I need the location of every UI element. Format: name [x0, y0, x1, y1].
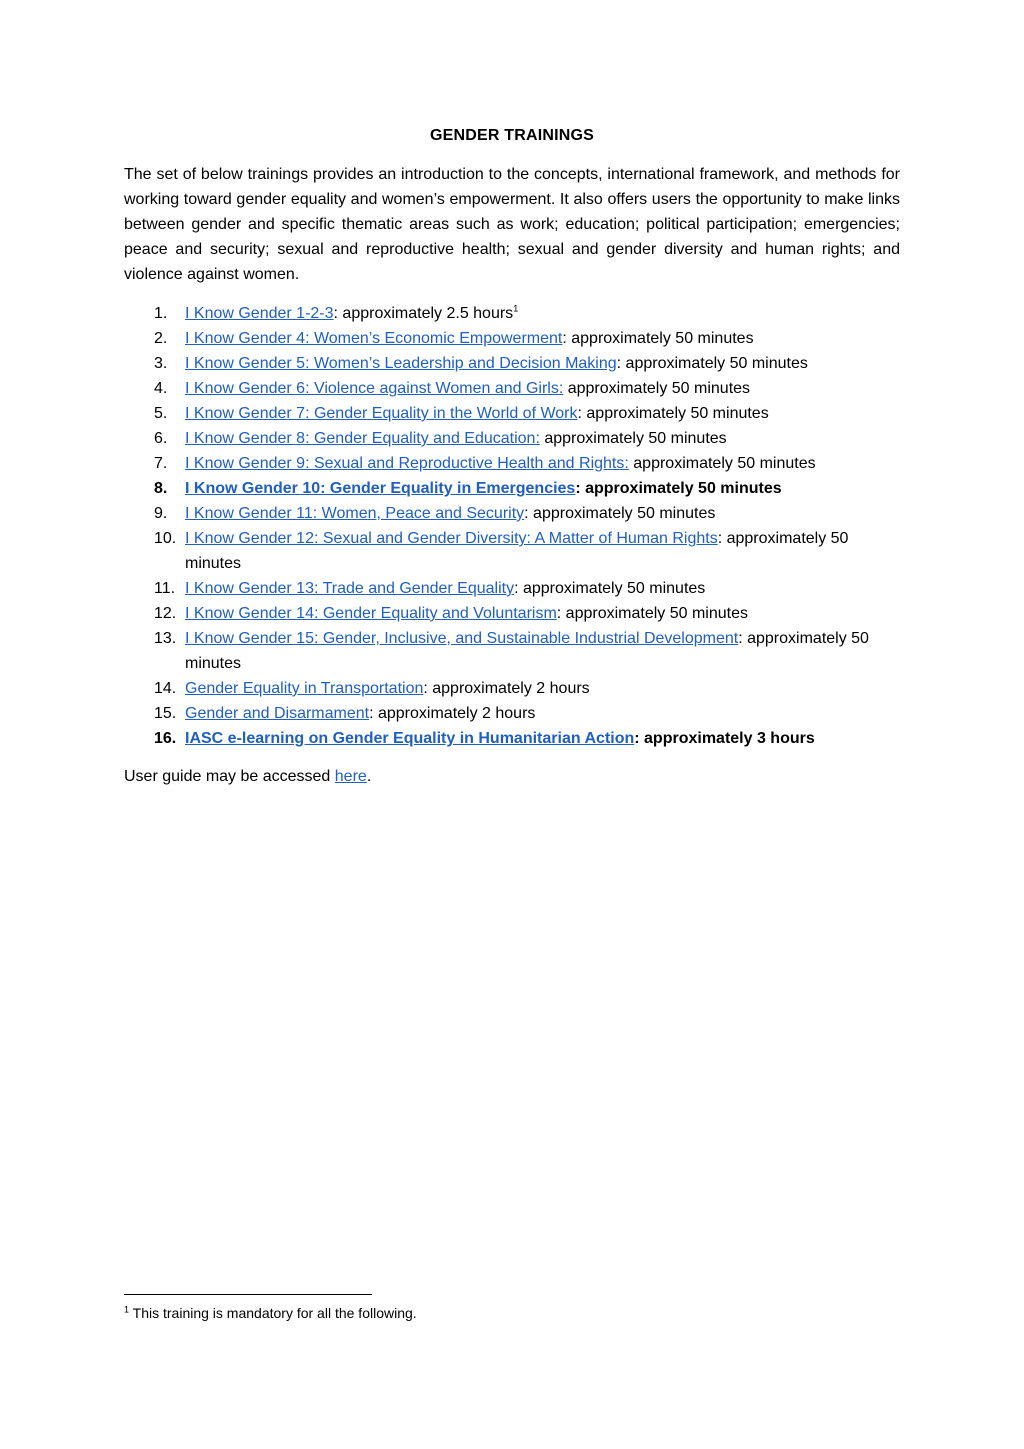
training-item [124, 726, 900, 751]
item-number: 1. [154, 305, 168, 322]
training-link[interactable]: I Know Gender 12: Sexual and Gender Diversity: A Matter of Human Rights [185, 530, 718, 547]
item-duration: approximately 50 minutes [565, 605, 748, 622]
item-number: 7. [154, 455, 168, 472]
intro-paragraph: The set of below trainings provides an introduction to the concepts, international framework, and methods for working toward gender equality and women’s empowerment. It also offers users the opportunity to make links between gender and specific thematic areas such as work; education; political participation; emergencies; peace and security; sexual and reproductive health; sexual and gender diversity and human rights; and violence against women. [124, 166, 900, 283]
training-item [124, 676, 900, 701]
item-separator: : [556, 605, 566, 622]
training-item [124, 476, 900, 501]
item-number: 5. [154, 405, 168, 422]
item-separator: : [333, 305, 343, 322]
footnote-reference[interactable]: 1 [513, 303, 519, 314]
training-link[interactable]: I Know Gender 7: Gender Equality in the World of Work [185, 405, 578, 422]
training-list [124, 301, 900, 751]
training-link[interactable]: I Know Gender 15: Gender, Inclusive, and Sustainable Industrial Development [185, 630, 739, 647]
training-item [124, 601, 900, 626]
item-duration: approximately 50 minutes [533, 505, 716, 522]
item-number: 14. [154, 680, 177, 697]
training-item [124, 701, 900, 726]
item-separator: : [634, 730, 645, 747]
page-title: GENDER TRAININGS [429, 127, 595, 144]
user-guide-prefix: User guide may be accessed [124, 768, 335, 785]
item-separator: : [717, 530, 727, 547]
training-link[interactable]: I Know Gender 4: Women’s Economic Empowerment [185, 330, 563, 347]
training-link[interactable]: I Know Gender 5: Women’s Leadership and Decision Making [185, 355, 617, 372]
item-duration: approximately 50 minutes [522, 580, 706, 597]
item-number: 9. [154, 505, 168, 522]
item-number: 10. [154, 530, 177, 547]
footnote [124, 1303, 417, 1323]
item-separator: : [524, 505, 534, 522]
item-duration: approximately 50 minutes [586, 405, 769, 422]
item-duration: approximately 2 hours [432, 680, 590, 697]
training-item [124, 501, 900, 526]
training-link[interactable]: I Know Gender 10: Gender Equality in Emergencies [185, 480, 576, 497]
item-number: 2. [154, 330, 168, 347]
item-number: 12. [154, 605, 177, 622]
item-duration: approximately 50 minutes [571, 330, 754, 347]
item-duration: approximately 2.5 hours [342, 305, 514, 322]
item-number: 11. [154, 580, 176, 597]
item-duration: approximately 2 hours [377, 705, 536, 722]
training-link[interactable]: I Know Gender 1-2-3 [185, 305, 334, 322]
item-duration: approximately 50 minutes [633, 455, 816, 472]
training-link[interactable]: Gender Equality in Transportation [185, 680, 424, 697]
item-number: 8. [154, 480, 168, 497]
footnote-separator [124, 1294, 372, 1295]
training-link[interactable]: IASC e-learning on Gender Equality in Humanitarian Action [185, 730, 635, 747]
training-item [124, 451, 900, 476]
footnote-text: This training is mandatory for all the following. [129, 1305, 417, 1321]
user-guide-link[interactable]: here [334, 768, 367, 785]
training-link[interactable]: I Know Gender 13: Trade and Gender Equality [185, 580, 515, 597]
training-item [124, 426, 900, 451]
item-separator: : [423, 680, 433, 697]
footnote-marker: 1 [124, 1304, 130, 1315]
item-duration: approximately 3 hours [644, 730, 815, 747]
item-separator: : [514, 580, 523, 597]
item-separator: : [562, 330, 572, 347]
item-number: 3. [154, 355, 168, 372]
item-separator: : [577, 405, 587, 422]
training-link[interactable]: I Know Gender 8: Gender Equality and Education: [185, 430, 540, 447]
training-link[interactable]: I Know Gender 11: Women, Peace and Security [185, 505, 525, 522]
item-number: 16. [154, 730, 177, 747]
training-link[interactable]: I Know Gender 9: Sexual and Reproductive Health and Rights: [185, 455, 629, 472]
training-item [124, 576, 900, 601]
training-link[interactable]: Gender and Disarmament [185, 705, 370, 722]
training-item [124, 326, 900, 351]
item-duration: approximately 50 minutes [185, 630, 869, 672]
item-number: 15. [154, 705, 177, 722]
item-duration: approximately 50 minutes [185, 530, 849, 572]
item-duration: approximately 50 minutes [544, 430, 727, 447]
training-item [124, 301, 900, 326]
training-item [124, 526, 900, 576]
user-guide-suffix: . [366, 768, 372, 785]
training-item [124, 626, 900, 676]
item-duration: approximately 50 minutes [625, 355, 808, 372]
item-separator: : [369, 705, 378, 722]
item-number: 6. [154, 430, 168, 447]
user-guide-line [124, 764, 371, 789]
training-link[interactable]: I Know Gender 6: Violence against Women and Girls: [185, 380, 564, 397]
training-item [124, 351, 900, 376]
training-link[interactable]: I Know Gender 14: Gender Equality and Voluntarism [185, 605, 557, 622]
item-separator: : [616, 355, 626, 372]
item-separator: : [575, 480, 586, 497]
training-item [124, 401, 900, 426]
item-number: 4. [154, 380, 168, 397]
item-number: 13. [154, 630, 177, 647]
item-duration: approximately 50 minutes [585, 480, 782, 497]
item-separator: : [738, 630, 748, 647]
item-duration: approximately 50 minutes [567, 380, 751, 397]
training-item [124, 376, 900, 401]
